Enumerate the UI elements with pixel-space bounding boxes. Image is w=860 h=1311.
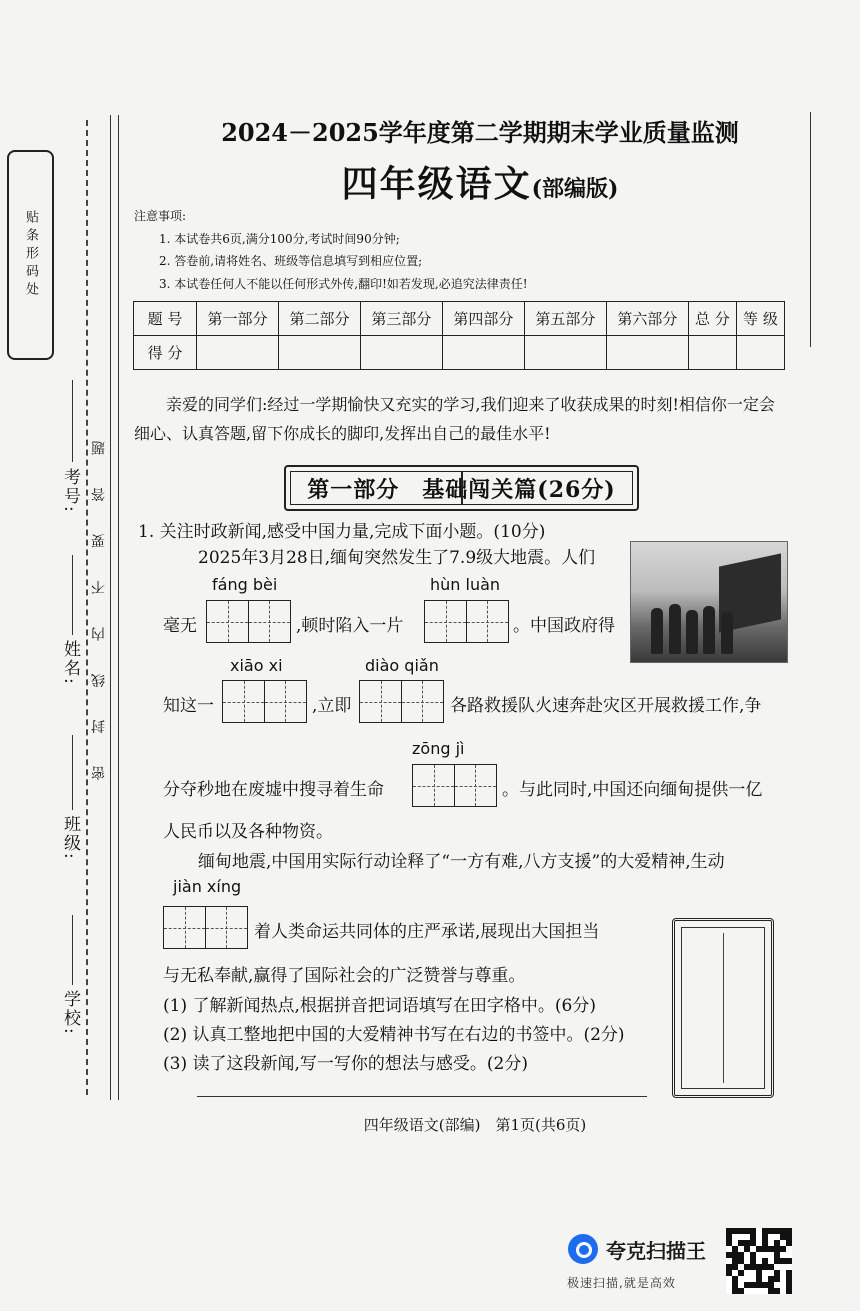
- right-margin-line: [810, 112, 811, 347]
- sub-question: (1) 了解新闻热点,根据拼音把词语填写在田字格中。(6分): [163, 996, 596, 1016]
- passage-text: 分夺秒地在废墟中搜寻着生命: [163, 780, 384, 800]
- table-header-cell: 第一部分: [197, 302, 279, 336]
- sub-question: (2) 认真工整地把中国的大爱精神书写在右边的书签中。(2分): [163, 1025, 625, 1045]
- score-cell[interactable]: [278, 336, 360, 370]
- passage-text: ,顿时陷入一片: [296, 616, 404, 636]
- table-row: [134, 336, 785, 370]
- sticker-label: 贴条形码处: [23, 210, 38, 300]
- tianzige-answer-box[interactable]: [222, 680, 307, 723]
- class-field-line[interactable]: [72, 735, 73, 810]
- passage-text: 与无私奉献,赢得了国际社会的广泛赞誉与尊重。: [163, 966, 526, 986]
- table-row-label: 得 分: [134, 336, 197, 370]
- table-row: [134, 302, 785, 336]
- pinyin-hint: diào qiǎn: [365, 656, 439, 675]
- passage-text: 知这一: [163, 696, 214, 716]
- pinyin-hint: hùn luàn: [430, 575, 501, 594]
- page-footer: 四年级语文(部编) 第1页(共6页): [363, 1116, 587, 1134]
- table-header-cell: 第三部分: [360, 302, 442, 336]
- tianzige-answer-box[interactable]: [412, 764, 497, 807]
- pinyin-hint: xiāo xi: [230, 656, 283, 675]
- score-cell[interactable]: [197, 336, 279, 370]
- table-header-cell: 第四部分: [442, 302, 524, 336]
- pinyin-hint: jiàn xíng: [173, 877, 242, 896]
- examno-field-line[interactable]: [72, 380, 73, 462]
- section-title: 第一部分 基础闯关篇(26分): [307, 476, 616, 503]
- table-header-cell: 题 号: [134, 302, 197, 336]
- table-header-cell: 第六部分: [606, 302, 688, 336]
- passage-text: 。与此同时,中国还向缅甸提供一亿: [502, 780, 763, 800]
- footer-divider: [197, 1096, 647, 1097]
- score-cell[interactable]: [360, 336, 442, 370]
- passage-text: 着人类命运共同体的庄严承诺,展现出大国担当: [254, 922, 600, 942]
- score-cell[interactable]: [606, 336, 688, 370]
- pinyin-hint: zōng jì: [412, 739, 465, 758]
- tianzige-answer-box[interactable]: [359, 680, 444, 723]
- sub-question: (3) 读了这段新闻,写一写你的想法与感受。(2分): [163, 1054, 528, 1074]
- passage-text: 各路救援队火速奔赴灾区开展救援工作,争: [450, 696, 762, 716]
- binding-line-inner: [118, 115, 119, 1100]
- scanner-brand-name: 夸克扫描王: [606, 1238, 706, 1263]
- score-cell[interactable]: [688, 336, 736, 370]
- intro-paragraph: 亲爱的同学们:经过一学期愉快又充实的学习,我们迎来了收获成果的时刻!相信你一定会细心、认真答题,留下你成长的脚印,发挥出自己的最佳水平!: [134, 395, 775, 443]
- question-stem: 1. 关注时政新闻,感受中国力量,完成下面小题。(10分): [138, 522, 546, 542]
- name-field-line[interactable]: [72, 555, 73, 635]
- seal-dashed-line: [86, 120, 88, 1095]
- tianzige-answer-box[interactable]: [163, 906, 248, 949]
- subject-title: [150, 156, 810, 207]
- pinyin-hint: fáng bèi: [212, 575, 278, 594]
- passage-text: ,立即: [312, 696, 352, 716]
- edition-label: (部编版): [531, 176, 619, 202]
- passage-text: 缅甸地震,中国用实际行动诠释了“一方有难,八方支援”的大爱精神,生动: [198, 852, 725, 872]
- note-item: 1. 本试卷共6页,满分100分,考试时间90分钟;: [159, 232, 400, 246]
- table-header-cell: 等 级: [736, 302, 784, 336]
- score-cell[interactable]: [524, 336, 606, 370]
- school-label: 学校:: [60, 990, 80, 1036]
- score-cell[interactable]: [736, 336, 784, 370]
- school-field-line[interactable]: [72, 915, 73, 985]
- score-cell[interactable]: [442, 336, 524, 370]
- examno-label: 考号:: [60, 468, 80, 514]
- table-header-cell: 第五部分: [524, 302, 606, 336]
- passage-text: 毫无: [163, 616, 197, 636]
- seal-line-warning: 密 封 线 内 不 要 答 题: [91, 426, 107, 780]
- note-item: 3. 本试卷任何人不能以任何形式外传,翻印!如若发现,必追究法律责任!: [159, 277, 528, 291]
- barcode-sticker-area: [7, 150, 54, 360]
- table-header-cell: 第二部分: [278, 302, 360, 336]
- scanner-tagline: 极速扫描,就是高效: [567, 1276, 676, 1290]
- quark-logo-icon: [568, 1234, 598, 1264]
- exam-title: 2024－2025学年度第二学期期末学业质量监测: [221, 118, 739, 147]
- passage-line: 2025年3月28日,缅甸突然发生了7.9级大地震。人们: [198, 548, 596, 568]
- class-label: 班级:: [60, 815, 80, 861]
- notes-heading: 注意事项:: [134, 209, 187, 223]
- qr-code-icon: [726, 1228, 792, 1294]
- subject-name: 四年级语文: [341, 163, 532, 205]
- tianzige-answer-box[interactable]: [206, 600, 291, 643]
- binding-line: [110, 115, 111, 1100]
- tianzige-answer-box[interactable]: [424, 600, 509, 643]
- score-table: [133, 301, 785, 370]
- passage-text: 人民币以及各种物资。: [163, 822, 333, 842]
- bookmark-answer-area[interactable]: [672, 918, 774, 1098]
- passage-text: 。中国政府得: [513, 616, 615, 636]
- table-header-cell: 总 分: [688, 302, 736, 336]
- section-banner: [284, 465, 639, 511]
- news-photo: [630, 541, 788, 663]
- name-label: 姓名:: [60, 640, 80, 686]
- scanner-brand: [568, 1234, 706, 1264]
- note-item: 2. 答卷前,请将姓名、班级等信息填写到相应位置;: [159, 254, 423, 268]
